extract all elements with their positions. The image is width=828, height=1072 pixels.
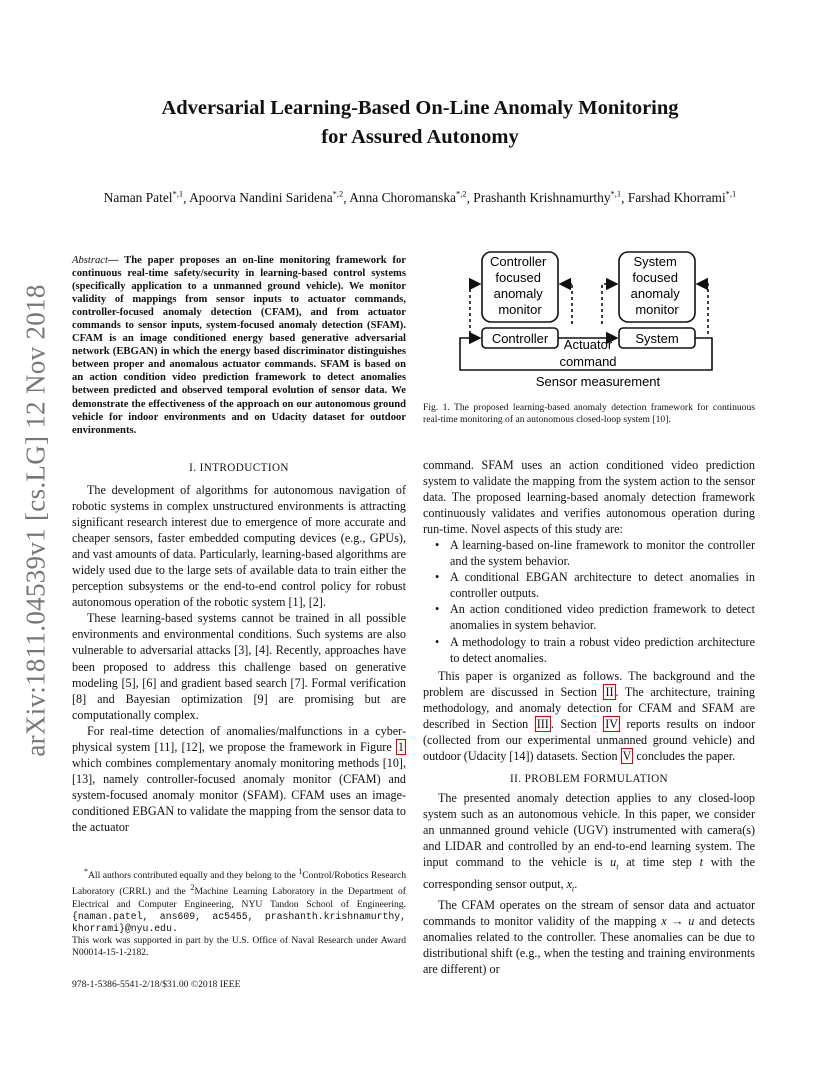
abstract-text: — The paper proposes an on-line monitoring framework for continuous real-time safety/security in learning-based control systems (specifically application to a unmanned ground vehicle). We monitor validity of mappings from sensor inputs to actuator commands, controller-focused anomaly detection (CFAM), and from actuator commands to sensor inputs, system-focused anomaly detection (SFAM). CFAM is an image conditioned energy based generative adversarial network (EBGAN) in which the energy based discriminator distinguishes between proper and anomalous actuator commands. SFAM is based on an action condition video prediction framework to detect anomalies between predicted and observed temporal evolution of sensor data. We demonstrate the effectiveness of the approach on our autonomous ground vehicle for indoor environments and on Udacity dataset for outdoor environments. <box>72 255 406 436</box>
section-heading-problem-formulation: II. PROBLEM FORMULATION <box>509 772 669 785</box>
left-column <box>72 462 406 835</box>
organization-paragraph: This paper is organized as follows. The background and the problem are discussed in Section II . The architecture, training methodology, and anomaly detection for CFAM and SFAM are described in Section III . Section IV reports results on indoor (collected from our experimental unmanned ground vehicle) and outdoor (Udacity [14]) datasets. Section V concludes the paper. <box>423 668 756 763</box>
problem-paragraph-2: The CFAM operates on the stream of sensor data and actuator commands to monitor validity of the mapping x → u and detects anomalies related to the controller. These anomalies can be due to distributional shift (e.g., when the testing and training environments are different) or <box>423 898 755 977</box>
author: Farshad Khorrami$^{*,1}$ <box>627 189 737 206</box>
system-box-label: System <box>635 331 679 346</box>
contribution-list <box>423 537 755 665</box>
figure-link[interactable]: 1 <box>397 739 404 754</box>
controller-box-label: Controller <box>491 331 549 346</box>
title-line-2: for Assured Autonomy <box>321 126 519 148</box>
section-link-v[interactable]: V <box>622 748 632 763</box>
mapping-symbol: x → u <box>661 914 695 929</box>
paper-title <box>80 94 760 152</box>
section-link-ii[interactable]: II <box>605 684 614 699</box>
arxiv-id: arXiv:1811.04539v1 [cs.LG] 12 Nov 2018 <box>20 283 51 757</box>
controller-monitor-label: Controller focused anomaly monitor <box>490 254 547 317</box>
actuator-label: Actuator <box>563 337 613 352</box>
author-emails: {naman.patel, ans609, ac5455, prashanth.krishnamurthy, khorrami}@nyu.edu. <box>72 910 406 934</box>
figure-1-diagram <box>440 248 740 394</box>
problem-paragraph-1: The presented anomaly detection applies to any closed-loop system such as an autonomous vehicle. In this paper, we consider an unmanned ground vehicle (UGV) instrumented with camera(s) and LIDAR and controlled by an end-to-end learning system. The input command to the vehicle is $u_t$ at time step t with the corresponding sensor output, $x_t$. <box>423 790 755 893</box>
section-link-iv[interactable]: IV <box>605 716 618 731</box>
list-item: • A methodology to train a robust video prediction architecture to detect anomalies. <box>450 634 755 666</box>
author: Anna Choromanska$^{*,2}$ <box>349 189 467 206</box>
figure-1-caption: Fig. 1. The proposed learning-based anomaly detection framework for continuous real-time monitoring of an autonomous closed-loop system [10]. <box>423 402 755 426</box>
command-label: command <box>559 354 617 369</box>
intro-paragraph-1: The development of algorithms for autonomous navigation of robotic systems in complex unstructured environments is attracting significant research interest due to emergence of more accurate and cheaper sensors, faster embedded computing devices (e.g., GPUs), and vast amounts of data. Particularly, learning-based algorithms are widely used due to the large sets of available data to train either the perception subsystems or the end-to-end control policy for robust autonomous operation of the robotic system [1], [2]. <box>72 483 406 610</box>
author: Prashanth Krishnamurthy$^{*,1}$ <box>473 189 622 206</box>
abstract <box>72 254 406 437</box>
input-command-symbol: $u_t$ <box>610 855 619 872</box>
sensor-measurement-label: Sensor measurement <box>535 374 661 389</box>
copyright-notice: 978-1-5386-5541-2/18/$31.00 ©2018 IEEE <box>72 979 241 990</box>
intro-paragraph-2: These learning-based systems cannot be trained in all possible environments and environmental conditions. Such systems are also vulnerable to adversarial attacks [3], [4]. Recently, approaches have been proposed to address this challenge based on generative modeling [5], [6] and gradient based search [7]. Formal verification [8] and Bayesian optimization [9] are promising but are computationally complex. <box>72 611 406 722</box>
author: Naman Patel$^{*,1}$ <box>103 189 184 206</box>
sensor-output-symbol: $x_t$ <box>566 876 575 893</box>
abstract-label: Abstract <box>72 255 108 266</box>
list-item: • An action conditioned video prediction framework to detect anomalies in system behavior. <box>450 601 755 633</box>
footnote: *All authors contributed equally and they belong to the $^1$Control/Robotics Research Laboratory (CRRL) and the $^2$Machine Learning Laboratory in the Department of Electrical and Computer Engineering, NYU Tandon School of Engineering. {naman.patel, ans609, ac5455, prashanth.krishnamurthy, khorrami}@nyu.edu. This work was supported in part by the U.S. Office of Naval Research under Award N00014-15-1-2182. <box>72 867 407 958</box>
section-link-iii[interactable]: III <box>536 716 549 731</box>
title-line-1: Adversarial Learning-Based On-Line Anomaly Monitoring <box>161 97 679 119</box>
section-heading-introduction: I. INTRODUCTION <box>189 462 289 474</box>
intro-continued-paragraph: command. SFAM uses an action conditioned video prediction system to validate the mapping from the system action to the sensor data. The proposed learning-based anomaly detection framework continuously validates and verifies autonomous operation during run-time. Novel aspects of this study are: <box>423 458 755 537</box>
list-item: • A learning-based on-line framework to monitor the controller and the system behavior. <box>450 537 755 569</box>
arxiv-sidebar <box>6 280 66 760</box>
system-monitor-label: System focused anomaly monitor <box>630 254 680 317</box>
funding-note: This work was supported in part by the U.S. Office of Naval Research under Award N00014-15-1-2182. <box>72 934 406 958</box>
list-item: • A conditional EBGAN architecture to detect anomalies in controller outputs. <box>450 569 755 601</box>
right-column <box>423 457 755 977</box>
intro-paragraph-3: For real-time detection of anomalies/malfunctions in a cyber-physical system [11], [12], we propose the framework in Figure 1 which combines complementary anomaly monitoring methods [10], [13], namely controller-focused anomaly monitor (CFAM) and system-focused anomaly monitor (SFAM). CFAM uses an image-conditioned EBGAN to validate the mapping from the sensor data to the actuator <box>72 723 406 834</box>
author-list: Naman Patel$^{*,1}$, Apoorva Nandini Saridena$^{*,2}$, Anna Choromanska$^{*,2}$, Prashanth Krishnamurthy$^{*,1}$, Farshad Khorrami$^{*,1}$ <box>103 189 737 206</box>
author: Apoorva Nandini Saridena$^{*,2}$ <box>189 189 344 206</box>
